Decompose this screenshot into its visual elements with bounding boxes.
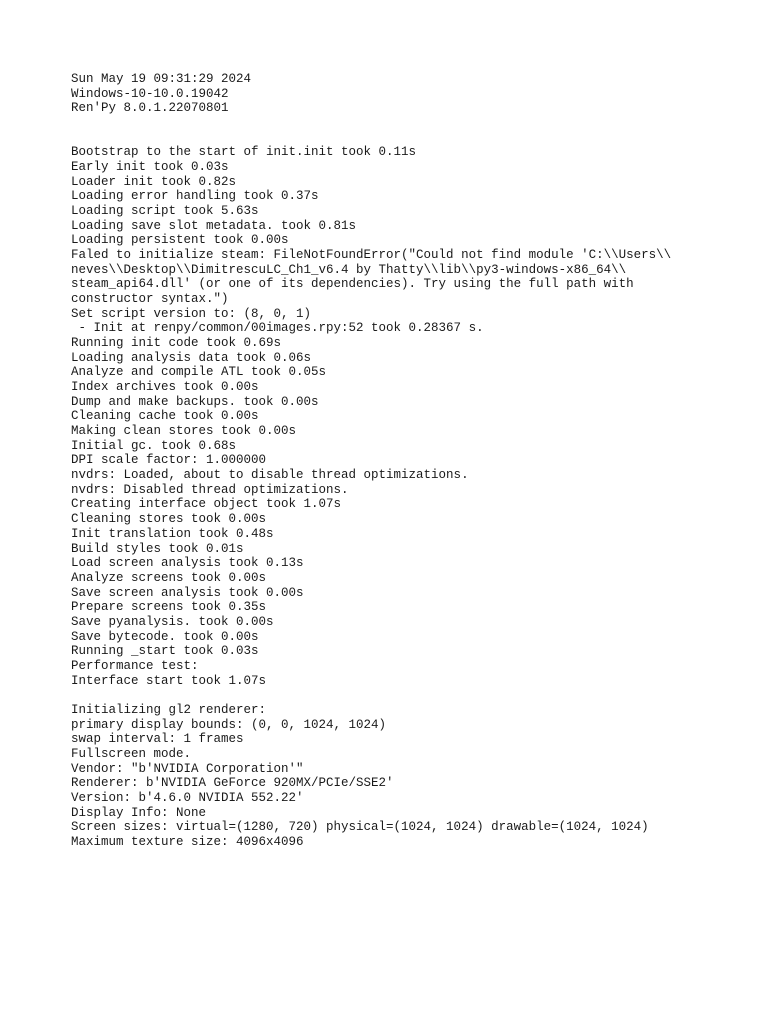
log-line: DPI scale factor: 1.000000 <box>71 453 267 468</box>
log-line: Version: b'4.6.0 NVIDIA 552.22' <box>71 790 304 805</box>
log-line: Init translation took 0.48s <box>71 526 274 541</box>
log-line: Loading analysis data took 0.06s <box>71 350 312 365</box>
log-line: swap interval: 1 frames <box>71 732 244 747</box>
log-line: Screen sizes: virtual=(1280, 720) physical=(1024, 1024) drawable=(1024, 1024) <box>71 820 649 835</box>
log-line: - Init at renpy/common/00images.rpy:52 took 0.28367 s. <box>71 321 484 336</box>
log-line: Loading persistent took 0.00s <box>71 233 289 248</box>
log-line: Windows-10-10.0.19042 <box>71 86 229 101</box>
log-line: Making clean stores took 0.00s <box>71 424 297 439</box>
log-line <box>71 688 751 703</box>
log-line: nvdrs: Disabled thread optimizations. <box>71 482 349 497</box>
log-line: Dump and make backups. took 0.00s <box>71 394 319 409</box>
log-line: Ren'Py 8.0.1.22070801 <box>71 101 229 116</box>
log-line: Performance test: <box>71 658 199 673</box>
log-line: Renderer: b'NVIDIA GeForce 920MX/PCIe/SSE2' <box>71 776 394 791</box>
log-line: Interface start took 1.07s <box>71 673 267 688</box>
log-line: constructor syntax.") <box>71 292 229 307</box>
log-line: Initializing gl2 renderer: <box>71 702 267 717</box>
log-line <box>71 131 751 146</box>
log-line: Save screen analysis took 0.00s <box>71 585 304 600</box>
log-line: Faled to initialize steam: FileNotFoundError("Could not find module 'C:\\Users\\ <box>71 248 672 263</box>
log-line <box>71 116 751 131</box>
log-line: Save pyanalysis. took 0.00s <box>71 614 274 629</box>
log-line: Load screen analysis took 0.13s <box>71 556 304 571</box>
log-line: Fullscreen mode. <box>71 746 192 761</box>
log-line: Analyze screens took 0.00s <box>71 570 267 585</box>
log-line: Sun May 19 09:31:29 2024 <box>71 72 252 86</box>
log-line: Loading error handling took 0.37s <box>71 189 319 204</box>
log-line: Loader init took 0.82s <box>71 174 237 189</box>
log-line: Bootstrap to the start of init.init took 0.11s <box>71 145 417 160</box>
log-line: Running init code took 0.69s <box>71 336 282 351</box>
log-line: Build styles took 0.01s <box>71 541 244 556</box>
log-line: Initial gc. took 0.68s <box>71 438 237 453</box>
log-line: Cleaning cache took 0.00s <box>71 409 259 424</box>
log-line: Early init took 0.03s <box>71 160 229 175</box>
log-line: Analyze and compile ATL took 0.05s <box>71 365 327 380</box>
log-line: Maximum texture size: 4096x4096 <box>71 834 304 849</box>
log-line: Prepare screens took 0.35s <box>71 600 267 615</box>
log-line: neves\\Desktop\\DimitrescuLC_Ch1_v6.4 by Thatty\\lib\\py3-windows-x86_64\\ <box>71 262 627 277</box>
log-line: Cleaning stores took 0.00s <box>71 512 267 527</box>
log-line: nvdrs: Loaded, about to disable thread optimizations. <box>71 468 469 483</box>
log-line: Index archives took 0.00s <box>71 380 259 395</box>
log-text <box>71 72 751 850</box>
log-line: Loading save slot metadata. took 0.81s <box>71 218 357 233</box>
log-line: Save bytecode. took 0.00s <box>71 629 259 644</box>
log-line: Running _start took 0.03s <box>71 644 259 659</box>
log-line: primary display bounds: (0, 0, 1024, 1024) <box>71 717 387 732</box>
log-line: Vendor: "b'NVIDIA Corporation'" <box>71 761 304 776</box>
log-line: Set script version to: (8, 0, 1) <box>71 306 312 321</box>
log-line: Creating interface object took 1.07s <box>71 497 342 512</box>
log-line: Loading script took 5.63s <box>71 204 259 219</box>
log-line: steam_api64.dll' (or one of its dependencies). Try using the full path with <box>71 277 634 292</box>
log-line: Display Info: None <box>71 805 207 820</box>
